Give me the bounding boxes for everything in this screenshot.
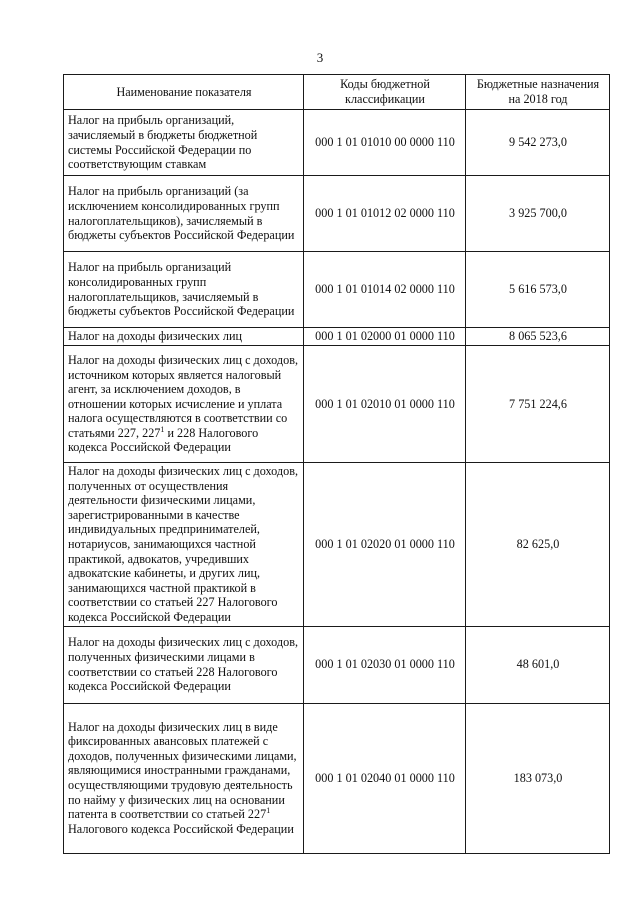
row-code: 000 1 01 01010 00 0000 110 bbox=[304, 110, 466, 176]
table-row bbox=[64, 703, 610, 853]
row-name: Налог на доходы физических лиц с доходов, полученных от осуществления деятельности физическими лицами, зарегистрированными в качестве индивидуальных предпринимателей, нотариусов, занимающихся частной практикой, адвокатов, учредивших адвокатские кабинеты, и других лиц, занимающихся частной практикой в соответствии со статьей 227 Налогового кодекса Российской Федерации bbox=[64, 463, 304, 627]
table-row bbox=[64, 110, 610, 176]
row-code: 000 1 01 02030 01 0000 110 bbox=[304, 626, 466, 703]
row-code: 000 1 01 01014 02 0000 110 bbox=[304, 252, 466, 328]
row-code: 000 1 01 02010 01 0000 110 bbox=[304, 346, 466, 463]
row-code: 000 1 01 02020 01 0000 110 bbox=[304, 463, 466, 627]
row-code: 000 1 01 02040 01 0000 110 bbox=[304, 703, 466, 853]
row-name: Налог на прибыль организаций (за исключением консолидированных групп налогоплательщиков), зачисляемый в бюджеты субъектов Российской Федерации bbox=[64, 176, 304, 252]
row-amount: 5 616 573,0 bbox=[466, 252, 610, 328]
row-name bbox=[64, 703, 304, 853]
row-amount: 7 751 224,6 bbox=[466, 346, 610, 463]
row-amount: 9 542 273,0 bbox=[466, 110, 610, 176]
row-name-text: Налог на доходы физических лиц с доходов, источником которых является налоговый агент, за исключением доходов, в отношении которых исчисление и уплата налога осуществляются в соответствии со статьями 227, 227 bbox=[68, 352, 298, 440]
header-budget-code: Коды бюджетной классификации bbox=[304, 75, 466, 110]
row-amount: 183 073,0 bbox=[466, 703, 610, 853]
table-header-row bbox=[64, 75, 610, 110]
row-name: Налог на доходы физических лиц с доходов, полученных физическими лицами в соответствии со статьей 228 Налогового кодекса Российской Федерации bbox=[64, 626, 304, 703]
row-code: 000 1 01 01012 02 0000 110 bbox=[304, 176, 466, 252]
table-row bbox=[64, 346, 610, 463]
table-row bbox=[64, 252, 610, 328]
budget-table bbox=[63, 74, 610, 854]
row-name-text-cont: Налогового кодекса Российской Федерации bbox=[68, 821, 294, 836]
superscript-mark: 1 bbox=[160, 424, 165, 434]
row-name bbox=[64, 346, 304, 463]
row-name: Налог на прибыль организаций, зачисляемый в бюджеты бюджетной системы Российской Федерации по соответствующим ставкам bbox=[64, 110, 304, 176]
table-row bbox=[64, 463, 610, 627]
table-row bbox=[64, 626, 610, 703]
superscript-mark: 1 bbox=[266, 806, 271, 816]
row-name: Налог на доходы физических лиц bbox=[64, 328, 304, 346]
row-name: Налог на прибыль организаций консолидированных групп налогоплательщиков, зачисляемый в бюджеты субъектов Российской Федерации bbox=[64, 252, 304, 328]
row-amount: 8 065 523,6 bbox=[466, 328, 610, 346]
header-budget-amount: Бюджетные назначения на 2018 год bbox=[466, 75, 610, 110]
row-amount: 82 625,0 bbox=[466, 463, 610, 627]
row-name-text-cont: и 228 Налогового кодекса Российской Федерации bbox=[68, 425, 259, 455]
row-amount: 3 925 700,0 bbox=[466, 176, 610, 252]
row-code: 000 1 01 02000 01 0000 110 bbox=[304, 328, 466, 346]
row-name-text: Налог на доходы физических лиц в виде фиксированных авансовых платежей с доходов, полученных физическими лицами, являющимися иностранными гражданами, осуществляющими трудовую деятельность по найму у физических лиц на основании патента в соответствии со статьей 227 bbox=[68, 719, 297, 822]
table-row bbox=[64, 328, 610, 346]
table-row bbox=[64, 176, 610, 252]
row-amount: 48 601,0 bbox=[466, 626, 610, 703]
page-number: 3 bbox=[316, 50, 324, 65]
header-indicator-name: Наименование показателя bbox=[64, 75, 304, 110]
